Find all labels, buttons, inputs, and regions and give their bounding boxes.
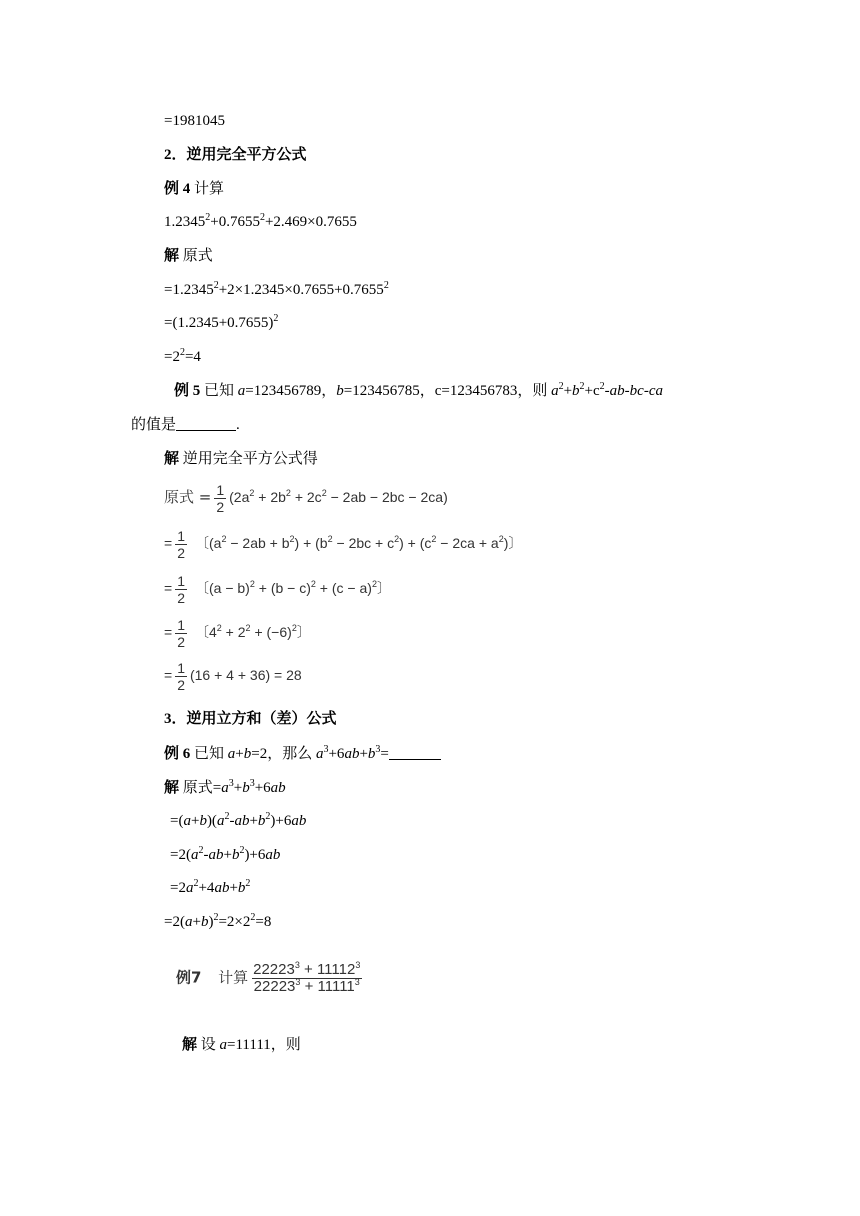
formula-row-2: = $\frac{1}{2}$ 〔$(a^2 - 2ab + b^2) + (b^2 - 2bc + c^2) + (c^2 - 2ca + a^2)$〕: [164, 528, 523, 561]
solution-4-step-1: $=1.2345^2+2\times 1.2345\times 0.7655+0.7655^2$: [164, 280, 389, 298]
formula-row-1: 原式 = $\frac{1}{2}$ $(2a^2 + 2b^2 + 2c^2 - 2ab - 2bc - 2ca)$: [164, 482, 448, 515]
formula-row-5: = $\frac{1}{2}$ (16 + 4 + 36) = 28: [164, 660, 302, 693]
section-heading-2: 2．逆用完全平方公式: [164, 147, 307, 163]
answer-blank: [176, 415, 236, 431]
example-label: 例7: [176, 968, 202, 987]
solution-4-step-3: $=2^2=4$: [164, 347, 201, 365]
example-5-line-2: 的值是 .: [131, 417, 240, 433]
solution-6-line: 解 原式$=a^3+b^3+6ab$: [164, 778, 286, 796]
solution-text: 原式: [182, 248, 213, 264]
formula-row-4: = $\frac{1}{2}$ 〔$4^2 + 2^2 + (-6)^2$〕: [164, 617, 311, 650]
solution-label: 解: [164, 248, 180, 264]
example-5-line: 例 5 已知 a=123456789，b=123456785，c=123456783，则 $a^2+b^2+c^2-ab-bc-ca$: [174, 381, 664, 399]
answer-blank: [389, 744, 441, 760]
example-text: 计算: [218, 968, 249, 987]
example-label: 例 4: [164, 181, 191, 197]
solution-5-line: [164, 449, 318, 469]
solution-label: 解: [164, 451, 180, 467]
formula-row-3: = $\frac{1}{2}$ 〔$(a - b)^2 + (b - c)^2 + (c - a)^2$〕: [164, 573, 391, 606]
section-heading-3: 3．逆用立方和（差）公式: [164, 711, 337, 727]
line-result: =1981045: [164, 113, 225, 129]
example-4-expression: $1.2345^2+0.7655^2+2.469\times 0.7655$: [164, 212, 357, 230]
solution-6-step-2: $=2(a^2-ab+b^2)+6ab$: [170, 845, 281, 863]
solution-6-step-3: $=2a^2+4ab+b^2$: [170, 878, 251, 896]
solution-4-step-2: $=(1.2345+0.7655)^2$: [164, 313, 279, 331]
example-7-formula: 例7 计算 $\frac{22223^3 + 11112^3}{22223^3 + 11111^3}$: [176, 960, 361, 995]
solution-6-step-1: $=(a+b)(a^2-ab+b^2)+6ab$: [170, 811, 307, 829]
example-4-line: [164, 179, 224, 199]
solution-text: 逆用完全平方公式得: [182, 451, 318, 467]
solution-7-line: 解 设 a=11111，则: [182, 1037, 301, 1053]
solution-4-line: [164, 246, 213, 266]
example-6-line: 例 6 已知 a+b=2，那么 $a^3+6ab+b^3=$: [164, 744, 441, 764]
solution-6-step-4: $=2(a+b)^2=2\times 2^2=8$: [164, 912, 272, 930]
example-text: 计算: [194, 181, 225, 197]
